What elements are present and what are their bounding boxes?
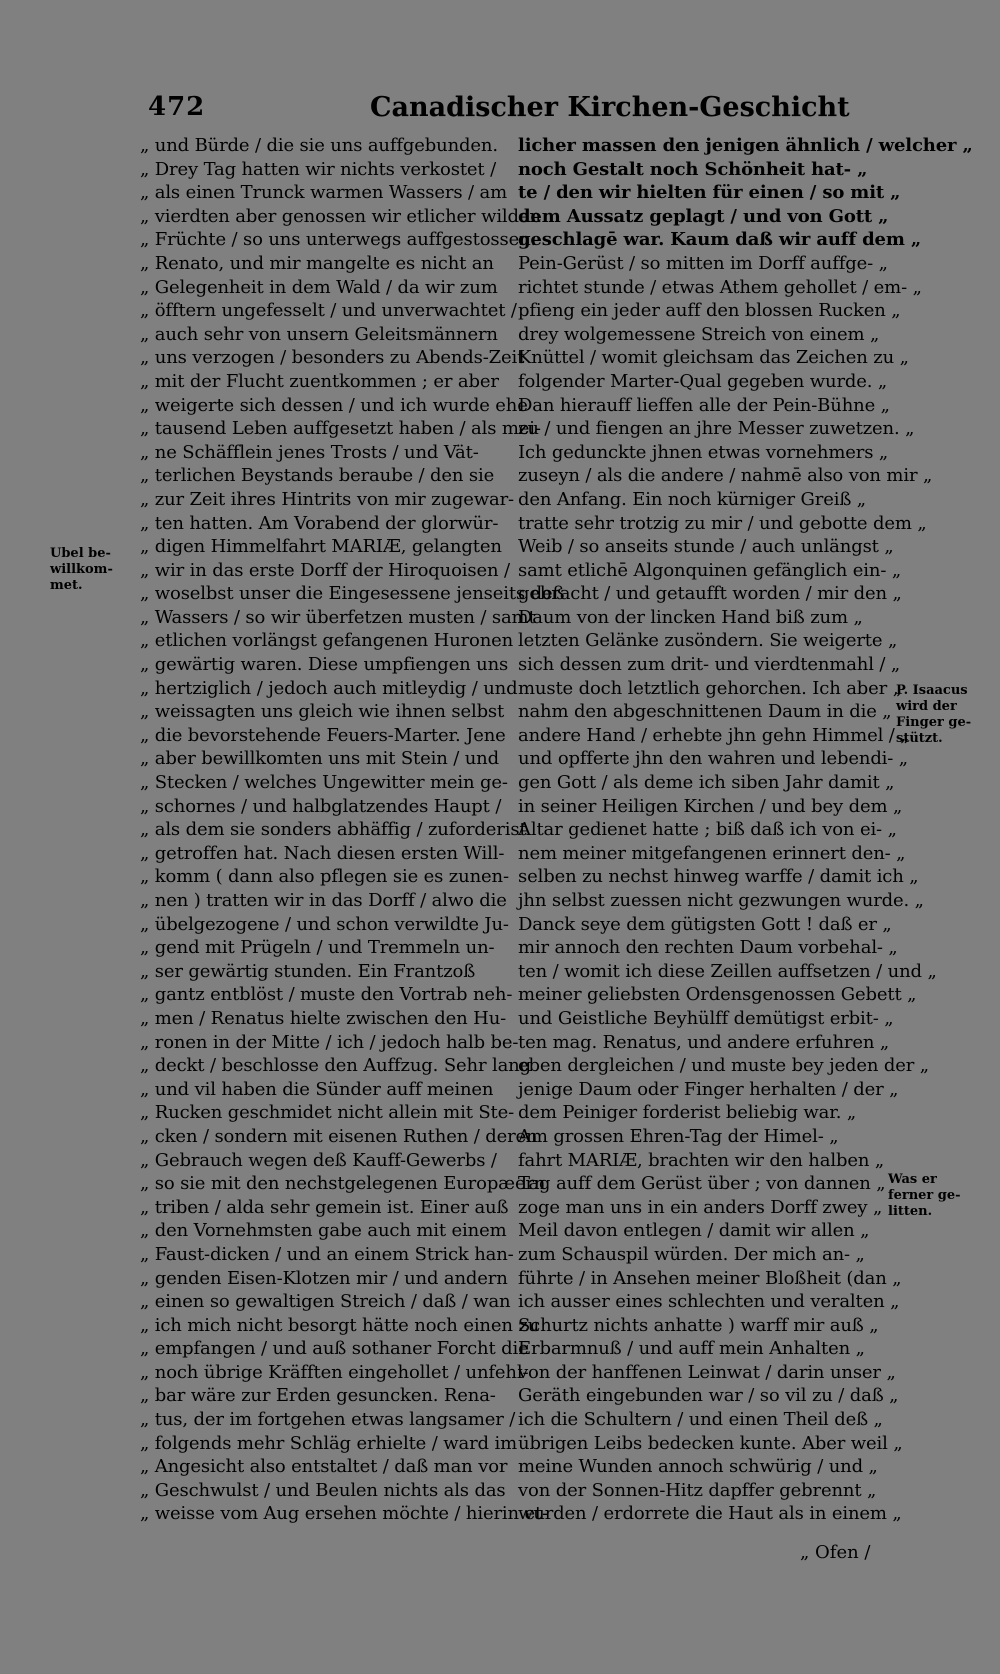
margin-note-line: Was er [888,1172,937,1187]
margin-note-line: stützt. [896,731,943,746]
text-line: zu / und fiengen an jhre Messer zuwetzen. „ [518,418,915,440]
text-line: „ digen Himmelfahrt MARIÆ, gelangten [140,536,502,558]
text-line: „ übelgezogene / und schon verwildte Ju- [140,913,509,935]
text-line: Am grossen Ehren-Tag der Himel- „ [518,1125,839,1147]
text-line: „ ich mich nicht besorgt hätte noch einen zu [140,1314,540,1336]
text-line: „ Gebrauch wegen deß Kauff-Gewerbs / [140,1149,497,1171]
text-line: „ wir in das erste Dorff der Hiroquoisen / [140,559,510,581]
text-line: letzten Gelänke zusöndern. Sie weigerte „ [518,630,898,652]
text-line: „ schornes / und halbglatzendes Haupt / [140,795,502,817]
text-line: ten / womit ich diese Zeillen auffsetzen / und „ [518,960,937,982]
text-line: Danck seye dem gütigsten Gott ! daß er „ [518,913,892,935]
text-line: „ aber bewillkomten uns mit Stein / und [140,748,500,770]
text-line: „ Angesicht also entstaltet / daß man vor [140,1456,508,1478]
text-line: Daum von der lincken Hand biß zum „ [518,606,863,628]
margin-note-line: Finger ge- [896,715,972,730]
text-line: „ komm ( dann also pflegen sie es zunen- [140,866,509,888]
text-line: „ tausend Leben auffgesetzt haben / als mei- [140,418,541,440]
text-line: „ bar wäre zur Erden gesuncken. Rena- [140,1385,496,1407]
text-line: „ nen ) tratten wir in das Dorff / alwo die [140,890,507,911]
text-line: sich dessen zum drit- und vierdtenmahl / „ [518,654,901,676]
text-line: „ einen so gewaltigen Streich / daß / wan [140,1291,511,1313]
text-line: Tag auff dem Gerüst über ; von dannen „ [518,1173,886,1195]
text-line: nahm den abgeschnittenen Daum in die „ [518,701,892,723]
text-line: meiner geliebsten Ordensgenossen Gebett „ [518,984,917,1006]
page-number: 472 [148,92,206,122]
text-line: und opfferte jhn den wahren und lebendi- „ [518,748,908,770]
text-line: „ tus, der im fortgehen etwas langsamer / [140,1409,516,1431]
text-line: dem Peiniger forderist beliebig war. „ [518,1102,857,1124]
text-line: zum Schauspil würden. Der mich an- „ [518,1243,865,1265]
text-line: von der Sonnen-Hitz dapffer gebrennt „ [518,1479,877,1501]
text-line: „ folgends mehr Schläg erhielte / ward im [140,1432,518,1454]
text-line: „ getroffen hat. Nach diesen ersten Will- [140,842,505,864]
text-line: „ auch sehr von unsern Geleitsmännern [140,323,498,345]
text-line: Erbarmnuß / und auff mein Anhalten „ [518,1338,865,1360]
text-line: „ weisse vom Aug ersehen möchte / hierin et- [140,1503,549,1525]
text-line: „ hertziglich / jedoch auch mitleydig / und [140,677,518,699]
text-line: mir annoch den rechten Daum vorbehal- „ [518,937,898,959]
text-line: den Anfang. Ein noch kürniger Greiß „ [518,488,866,510]
text-line: jhn selbst zuessen nicht gezwungen wurde. „ [518,890,924,911]
text-line: „ Stecken / welches Ungewitter mein ge- [140,772,508,794]
text-line: „ deckt / beschlosse den Auffzug. Sehr lang [140,1055,531,1077]
text-line: wurden / erdorrete die Haut als in einem „ [518,1503,902,1525]
text-line: eben dergleichen / und muste bey jeden der „ [518,1055,929,1077]
text-line: ich ausser eines schlechten und veralten „ [518,1291,900,1313]
text-line: „ zur Zeit ihres Hintrits von mir zugewar- [140,488,514,510]
text-line: meine Wunden annoch schwürig / und „ [518,1456,878,1478]
text-line: „ cken / sondern mit eisenen Ruthen / deren [140,1125,538,1147]
text-line: ten mag. Renatus, und andere erfuhren „ [518,1031,890,1053]
left-text-column [140,134,565,1526]
text-line: Pein-Gerüst / so mitten im Dorff auffge- „ [518,252,888,274]
text-line: muste doch letztlich gehorchen. Ich aber „ [518,677,902,699]
text-line: „ noch übrige Kräfften eingehollet / unfehl- [140,1361,529,1383]
text-line: „ men / Renatus hielte zwischen den Hu- [140,1007,507,1029]
text-line: „ mit der Flucht zuentkommen ; er aber [140,370,499,392]
text-line: „ ronen in der Mitte / ich / jedoch halb be- [140,1031,519,1053]
text-line: „ Wassers / so wir überfetzen musten / samt [140,606,536,628]
text-line: „ den Vornehmsten gabe auch mit einem [140,1220,507,1242]
text-line: „ ser gewärtig stunden. Ein Frantzoß [140,960,476,982]
margin-note-line: wird der [896,699,957,714]
text-line: zoge man uns in ein anders Dorff zwey „ [518,1196,883,1218]
text-line: übrigen Leibs bedecken kunte. Aber weil „ [518,1432,903,1454]
text-line: „ empfangen / und auß sothaner Forcht die [140,1338,529,1360]
text-line: „ gewärtig waren. Diese umpfiengen uns [140,654,509,676]
text-line: tratte sehr trotzig zu mir / und gebotte dem „ [518,512,927,534]
text-line: selben zu nechst hinweg warffe / damit ich „ [518,866,919,888]
text-line: Altar gedienet hatte ; biß daß ich von ei- „ [518,819,897,841]
text-line: „ die bevorstehende Feuers-Marter. Jene [140,724,506,746]
text-line: andere Hand / erhebte jhn gehn Himmel / „ [518,724,910,746]
text-line: „ terlichen Beystands beraube / den sie [140,465,495,487]
margin-note-right-lower [888,1172,988,1220]
text-line: samt etlichē Algonquinen gefänglich ein- „ [518,559,902,581]
text-line: „ vierdten aber genossen wir etlicher wilden [140,205,541,227]
text-line: richtet stunde / etwas Athem gehollet / em- „ [518,276,922,298]
margin-note-line: litten. [888,1204,933,1219]
text-line: Geräth eingebunden war / so vil zu / daß „ [518,1385,899,1407]
text-line: gebracht / und getaufft worden / mir den „ [518,583,902,605]
text-line: dem Aussatz geplagt / und von Gott „ [518,205,889,227]
margin-note-line: willkom- [50,562,113,577]
margin-note-line: ferner ge- [888,1188,961,1203]
margin-note-right-upper [896,683,996,747]
text-line: licher massen den jenigen ähnlich / welcher „ [518,135,973,156]
text-line: pfieng ein jeder auff den blossen Rucken „ [518,300,901,322]
text-line: „ und vil haben die Sünder auff meinen [140,1078,494,1100]
text-line: fahrt MARIÆ, brachten wir den halben „ [518,1149,885,1171]
text-line: Knüttel / womit gleichsam das Zeichen zu „ [518,347,909,369]
text-line: „ so sie mit den nechstgelegenen Europæern [140,1173,546,1195]
text-line: Ich gedunckte jhnen etwas vornehmers „ [518,441,889,463]
text-line: „ öfftern ungefesselt / und unverwachtet / [140,300,517,322]
text-line: „ etlichen vorlängst gefangenen Huronen [140,630,514,652]
text-line: „ triben / alda sehr gemein ist. Einer auß [140,1196,509,1218]
text-line: „ und Bürde / die sie uns auffgebunden. [140,135,498,156]
text-line: „ Faust-dicken / und an einem Strick han- [140,1243,514,1265]
text-line: folgender Marter-Qual gegeben wurde. „ [518,370,888,392]
text-line: drey wolgemessene Streich von einem „ [518,323,880,345]
margin-note-line: P. Isaacus [896,683,968,698]
text-line: Dan hierauff lieffen alle der Pein-Bühne „ [518,394,890,416]
text-line: „ ten hatten. Am Vorabend der glorwür- [140,512,499,534]
text-line: in seiner Heiligen Kirchen / und bey dem „ [518,795,903,817]
text-line: noch Gestalt noch Schönheit hat- „ [518,158,868,180]
text-line: nem meiner mitgefangenen erinnert den- „ [518,842,906,864]
text-line: führte / in Ansehen meiner Bloßheit (dan „ [518,1267,902,1289]
text-line: „ weigerte sich dessen / und ich wurde ehe [140,394,528,416]
text-line: Weib / so anseits stunde / auch unlängst „ [518,536,894,558]
text-line: von der hanffenen Leinwat / darin unser „ [518,1361,896,1383]
text-line: „ Früchte / so uns unterwegs auffgestossen. [140,229,537,251]
text-line: gen Gott / als deme ich siben Jahr damit „ [518,772,895,794]
running-title: Canadischer Kirchen-Geschicht [370,92,850,123]
text-line: te / den wir hielten für einen / so mit „ [518,182,901,204]
text-line: und Geistliche Beyhülff demütigst erbit- „ [518,1007,894,1029]
catchword: „ Ofen / [800,1542,871,1563]
margin-note-line: met. [50,578,83,593]
text-line: „ Rucken geschmidet nicht allein mit Ste- [140,1102,515,1124]
text-line: zuseyn / als die andere / nahmē also von mir „ [518,465,933,487]
text-line: jenige Daum oder Finger herhalten / der „ [518,1078,899,1100]
text-line: „ Renato, und mir mangelte es nicht an [140,252,494,274]
text-line: „ genden Eisen-Klotzen mir / und andern [140,1267,508,1289]
text-line: „ weissagten uns gleich wie ihnen selbst [140,701,505,723]
text-line: „ uns verzogen / besonders zu Abends-Zeit [140,347,525,369]
text-line: „ ne Schäfflein jenes Trosts / und Vät- [140,441,479,463]
margin-note-line: Ubel be- [50,546,111,561]
text-line: „ als dem sie sonders abhäffig / zuforderist [140,819,527,841]
margin-note-left [50,546,130,594]
page-header [148,92,850,132]
text-line: Schurtz nichts anhatte ) warff mir auß „ [518,1314,879,1336]
text-line: „ Gelegenheit in dem Wald / da wir zum [140,276,498,298]
text-line: „ gantz entblöst / muste den Vortrab neh- [140,984,513,1006]
text-line: „ woselbst unser die Eingesessene jenseits deß [140,583,565,605]
text-line: Meil davon entlegen / damit wir allen „ [518,1220,870,1242]
text-line: „ Drey Tag hatten wir nichts verkostet / [140,158,496,180]
text-line: ich die Schultern / und einen Theil deß „ [518,1409,883,1431]
text-line: „ gend mit Prügeln / und Tremmeln un- [140,937,495,959]
text-line: „ Geschwulst / und Beulen nichts als das [140,1479,506,1501]
text-line: „ als einen Trunck warmen Wassers / am [140,182,507,204]
text-line: geschlagē war. Kaum daß wir auff dem „ [518,229,922,251]
